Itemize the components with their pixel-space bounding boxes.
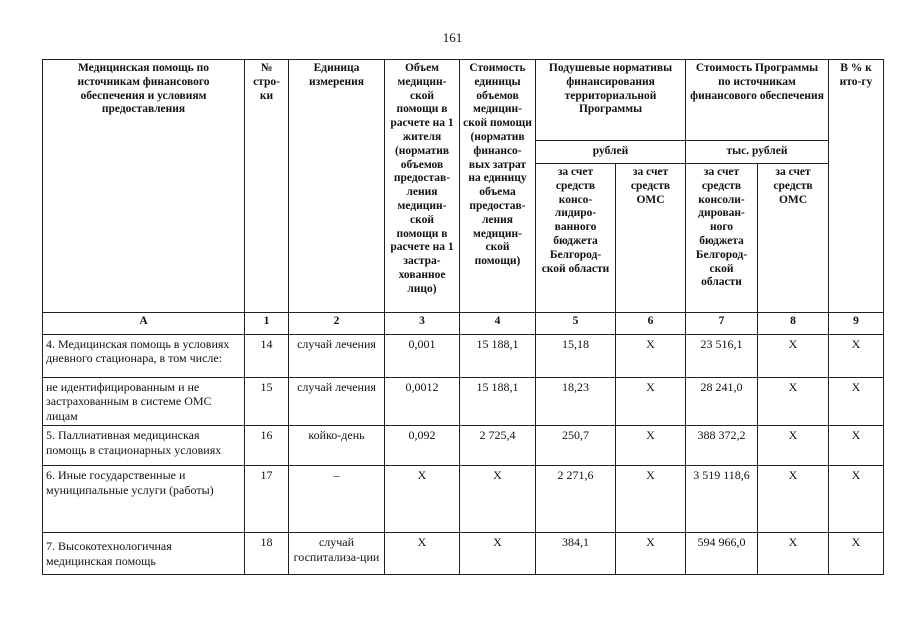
row-prog-budget: 23 516,1 xyxy=(686,335,758,378)
header-col-2: Единица измерения xyxy=(289,60,385,313)
row-prog-oms: Х xyxy=(758,426,829,466)
header-col-6: за счет средств ОМС xyxy=(616,164,686,313)
row-name: не идентифицированным и не застрахованным в системе ОМС лицам xyxy=(43,378,245,426)
row-prog-oms: Х xyxy=(758,466,829,533)
row-cost-unit: Х xyxy=(460,466,536,533)
header-unit-rub: рублей xyxy=(536,141,686,164)
row-prog-budget: 28 241,0 xyxy=(686,378,758,426)
row-prog-oms: Х xyxy=(758,533,829,575)
row-volume: Х xyxy=(385,466,460,533)
row-prog-oms: Х xyxy=(758,335,829,378)
row-volume: 0,092 xyxy=(385,426,460,466)
row-line-number: 15 xyxy=(245,378,289,426)
row-prog-budget: 388 372,2 xyxy=(686,426,758,466)
row-line-number: 16 xyxy=(245,426,289,466)
row-pc-budget: 2 271,6 xyxy=(536,466,616,533)
row-line-number: 14 xyxy=(245,335,289,378)
row-unit: случай лечения xyxy=(289,378,385,426)
row-pc-oms: Х xyxy=(616,466,686,533)
column-number: 5 xyxy=(536,313,616,335)
row-name: 7. Высокотехнологичная медицинская помощь xyxy=(43,533,245,575)
table-row xyxy=(43,533,884,575)
header-col-7: за счет средств консоли-дирован-ного бюджета Белгород-ской области xyxy=(686,164,758,313)
column-number-row xyxy=(43,313,884,335)
row-pct: Х xyxy=(829,466,884,533)
row-prog-budget: 3 519 118,6 xyxy=(686,466,758,533)
row-cost-unit: Х xyxy=(460,533,536,575)
row-pct: Х xyxy=(829,335,884,378)
row-line-number: 18 xyxy=(245,533,289,575)
row-unit: случай лечения xyxy=(289,335,385,378)
row-volume: 0,001 xyxy=(385,335,460,378)
row-volume: Х xyxy=(385,533,460,575)
row-cost-unit: 2 725,4 xyxy=(460,426,536,466)
table-body xyxy=(43,335,884,575)
header-col-8: за счет средств ОМС xyxy=(758,164,829,313)
row-pc-budget: 250,7 xyxy=(536,426,616,466)
column-number: 7 xyxy=(686,313,758,335)
table-row xyxy=(43,426,884,466)
row-pc-oms: Х xyxy=(616,426,686,466)
row-unit: – xyxy=(289,466,385,533)
row-pct: Х xyxy=(829,533,884,575)
row-pc-oms: Х xyxy=(616,378,686,426)
row-name: 5. Паллиативная медицинская помощь в стационарных условиях xyxy=(43,426,245,466)
column-number: 6 xyxy=(616,313,686,335)
column-number: 9 xyxy=(829,313,884,335)
row-cost-unit: 15 188,1 xyxy=(460,335,536,378)
header-group-program-cost: Стоимость Программы по источникам финансового обеспечения xyxy=(686,60,829,141)
table-row xyxy=(43,466,884,533)
header-col-5: за счет средств консо-лидиро-ванного бюджета Белгород-ской области xyxy=(536,164,616,313)
page-number: 161 xyxy=(442,30,463,45)
table-header xyxy=(43,60,884,335)
column-number: 8 xyxy=(758,313,829,335)
row-pc-oms: Х xyxy=(616,533,686,575)
row-name: 6. Иные государственные и муниципальные услуги (работы) xyxy=(43,466,245,533)
row-name: 4. Медицинская помощь в условиях дневного стационара, в том числе: xyxy=(43,335,245,378)
row-pc-budget: 18,23 xyxy=(536,378,616,426)
row-pc-oms: Х xyxy=(616,335,686,378)
row-pc-budget: 15,18 xyxy=(536,335,616,378)
header-group-per-capita: Подушевые нормативы финансирования территориальной Программы xyxy=(536,60,686,141)
header-col-3: Объем медицин-ской помощи в расчете на 1 жителя (норматив объемов предостав-ления медицин-ской помощи в расчете на 1 застра-хованное лицо) xyxy=(385,60,460,313)
header-unit-thous-rub: тыс. рублей xyxy=(686,141,829,164)
column-number: 2 xyxy=(289,313,385,335)
table-row xyxy=(43,378,884,426)
row-line-number: 17 xyxy=(245,466,289,533)
row-unit: койко-день xyxy=(289,426,385,466)
row-prog-budget: 594 966,0 xyxy=(686,533,758,575)
column-number: А xyxy=(43,313,245,335)
financing-table xyxy=(42,59,884,575)
row-pct: Х xyxy=(829,378,884,426)
column-number: 4 xyxy=(460,313,536,335)
row-prog-oms: Х xyxy=(758,378,829,426)
table-row xyxy=(43,335,884,378)
row-pc-budget: 384,1 xyxy=(536,533,616,575)
header-col-4: Стоимость единицы объемов медицин-ской помощи (норматив финансо-вых затрат на единицу объема предостав-ления медицин-ской помощи) xyxy=(460,60,536,313)
row-volume: 0,0012 xyxy=(385,378,460,426)
row-pct: Х xyxy=(829,426,884,466)
column-number: 3 xyxy=(385,313,460,335)
header-col-9: В % к ито-гу xyxy=(829,60,884,313)
header-col-a: Медицинская помощь по источникам финансового обеспечения и условиям предоставления xyxy=(43,60,245,313)
column-number: 1 xyxy=(245,313,289,335)
row-cost-unit: 15 188,1 xyxy=(460,378,536,426)
row-unit: случай госпитализа-ции xyxy=(289,533,385,575)
header-col-1: № стро-ки xyxy=(245,60,289,313)
